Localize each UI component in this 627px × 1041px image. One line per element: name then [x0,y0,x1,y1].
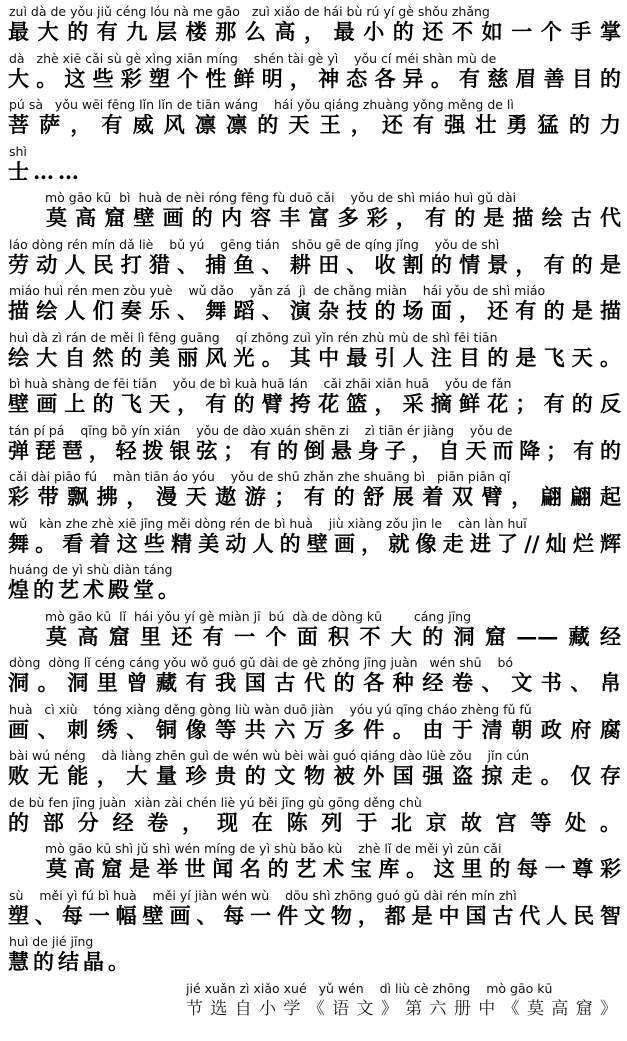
hanzi-line: 弹琵琶，轻拨银弦；有的倒悬身子，自天而降；有的 [8,438,621,463]
pinyin-line: láo dòng rén mín dǎ liè bǔ yú gēng tián shōu gē de qíng jǐng yǒu de shì [9,237,500,252]
pinyin-line: de bù fen jīng juàn xiàn zài chén liè yú běi jīng gù gōng děng chù [9,795,422,810]
pinyin-line: wǔ kàn zhe zhè xiē jīng měi dòng rén de bì huà jiù xiàng zǒu jìn le càn làn huī [9,516,527,531]
source-pinyin: jié xuǎn zì xiǎo xué yǔ wén dì liù cè zhōng mò gāo kū [186,981,553,996]
pinyin-line: cǎi dài piāo fú màn tiān áo yóu yǒu de shū zhǎn zhe shuāng bì piān piān qǐ [9,469,511,484]
hanzi-line: 莫高窟是举世闻名的艺术宝库。这里的每一尊彩 [46,856,621,881]
pinyin-line: huì de jié jīng [9,934,94,949]
hanzi-line: 彩带飘拂，漫天遨游；有的舒展着双臂，翩翩起 [8,484,621,509]
hanzi-line: 劳动人民打猎、捕鱼、耕田、收割的情景，有的是 [8,252,621,277]
pinyin-line: tán pí pá qīng bō yín xián yǒu de dào xuán shēn zi zì tiān ér jiàng yǒu de [9,423,513,438]
hanzi-line: 菩萨，有威风凛凛的天王，还有强壮勇猛的力 [8,112,621,137]
pinyin-line: huà cì xiù tóng xiàng děng gòng liù wàn duō jiàn yóu yú qīng cháo zhèng fǔ fǔ [9,702,532,717]
hanzi-line: 士…… [8,159,83,184]
hanzi-line: 绘大自然的美丽风光。其中最引人注目的是飞天。 [8,345,621,370]
hanzi-line: 洞。洞里曾藏有我国古代的各种经卷、文书、帛 [8,670,621,695]
hanzi-line: 莫高窟壁画的内容丰富多彩，有的是描绘古代 [46,205,621,230]
hanzi-line: 煌的艺术殿堂。 [8,577,183,602]
pinyin-line: sù měi yì fú bì huà měi yí jiàn wén wù dōu shì zhōng guó gǔ dài rén mín zhì [9,888,517,903]
hanzi-line: 壁画上的飞天，有的臂挎花篮，采摘鲜花；有的反 [8,391,621,416]
pinyin-line: shì [9,144,27,159]
source-citation: 节选自小学《语文》第六册中《莫高窟》 [186,999,618,1019]
hanzi-line: 大。这些彩塑个性鲜明，神态各异。有慈眉善目的 [8,66,621,91]
pinyin-line: bì huà shàng de fēi tiān yǒu de bì kuà huā lán cǎi zhāi xiān huā yǒu de fǎn [9,376,512,391]
pinyin-line: mò gāo kū shì jǔ shì wén míng de yì shù bǎo kù zhè lǐ de měi yì zūn cǎi [45,841,502,856]
pinyin-line: miáo huì rén men zòu yuè wǔ dǎo yǎn zá jì de chǎng miàn hái yǒu de shì miáo [9,283,546,298]
pinyin-line: mò gāo kū lǐ hái yǒu yí gè miàn jī bú dà de dòng kū cáng jīng [45,609,472,624]
hanzi-line: 最大的有九层楼那么高，最小的还不如一个手掌 [8,19,621,44]
pinyin-line: mò gāo kū bì huà de nèi róng fēng fù duō cǎi yǒu de shì miáo huì gǔ dài [45,190,517,205]
pinyin-line: huì dà zì rán de měi lì fēng guāng qí zhōng zuì yǐn rén zhù mù de shì fēi tiān [9,330,498,345]
pinyin-line: dòng dòng lǐ céng cáng yǒu wǒ guó gǔ dài de gè zhǒng jīng juàn wén shū bó [9,655,514,670]
pinyin-line: dà zhè xiē cǎi sù gè xìng xiān míng shén tài gè yì yǒu cí méi shàn mù de [9,51,497,66]
pinyin-line: bài wú néng dà liàng zhēn guì de wén wù bèi wài guó qiáng dào lüè zǒu jǐn cún [9,748,530,763]
pinyin-line: huáng de yì shù diàn táng [9,562,173,577]
hanzi-line: 画、刺绣、铜像等共六万多件。由于清朝政府腐 [8,717,621,742]
pinyin-line: pú sà yǒu wēi fēng lǐn lǐn de tiān wáng hái yǒu qiáng zhuàng yǒng měng de lì [9,97,514,112]
hanzi-line: 败无能，大量珍贵的文物被外国强盗掠走。仅存 [8,763,621,788]
hanzi-line: 的部分经卷，现在陈列于北京故宫等处。 [8,810,621,835]
pinyin-line: zuì dà de yǒu jiǔ céng lóu nà me gāo zuì xiǎo de hái bù rú yí gè shǒu zhǎng [9,4,490,19]
hanzi-line: 莫高窟里还有一个面积不大的洞窟——藏经 [46,624,621,649]
hanzi-line: 塑、每一幅壁画、每一件文物，都是中国古代人民智 [8,903,621,928]
hanzi-line: 舞。看着这些精美动人的壁画，就像走进了//灿烂辉 [8,531,621,556]
hanzi-line: 描绘人们奏乐、舞蹈、演杂技的场面，还有的是描 [8,298,621,323]
hanzi-line: 慧的结晶。 [8,949,133,974]
